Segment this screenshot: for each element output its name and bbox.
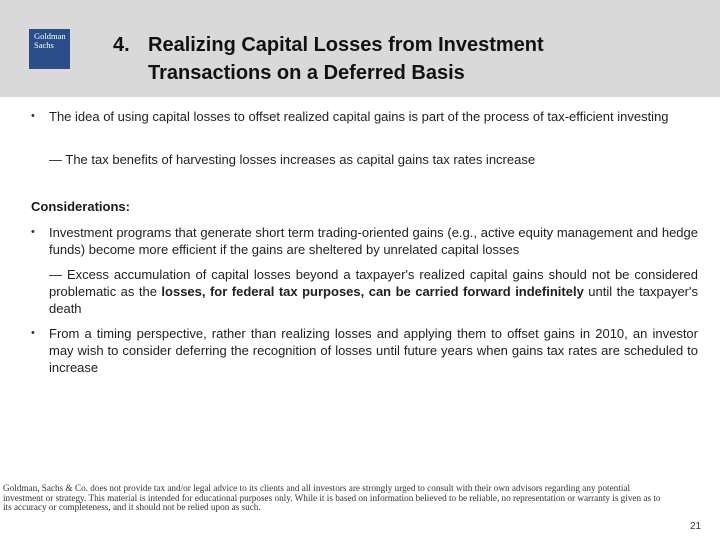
goldman-sachs-logo xyxy=(29,29,70,69)
title-number: 4. xyxy=(113,34,130,56)
slide-title xyxy=(113,31,673,87)
considerations-heading: Considerations: xyxy=(31,199,130,214)
consideration-2-text: From a timing perspective, rather than realizing losses and applying them to offset gains in 2010, an investor may wish to consider deferring the recognition of losses until future years when gains tax rates are scheduled to increase xyxy=(49,326,698,375)
bullet-icon: • xyxy=(31,226,35,238)
sub-point-text: — Excess accumulation of capital losses beyond a taxpayer's realized capital gains should not be considered problematic as the xyxy=(49,267,698,299)
footer-disclaimer: Goldman, Sachs & Co. does not provide tax and/or legal advice to its clients and all investors are strongly urged to consult with their own advisors regarding any potential investment or strategy. This material is intended for educational purposes only. While it is based on information believed to be reliable, no representation or warranty is given as to its accuracy or completeness, and it should not be relied upon as such. xyxy=(3,483,661,512)
page-number: 21 xyxy=(690,521,702,532)
title-line-1: Realizing Capital Losses from Investment xyxy=(148,34,544,56)
header-bar xyxy=(0,0,720,97)
intro-sub-point: — The tax benefits of harvesting losses increases as capital gains tax rates increase xyxy=(49,152,536,167)
consideration-1-text: Investment programs that generate short term trading-oriented gains (e.g., active equity management and hedge funds) become more efficient if the gains are sheltered by unrelated capital losses xyxy=(49,225,698,257)
title-line-2: Transactions on a Deferred Basis xyxy=(148,62,465,84)
sub-point-text-end: until the taxpayer's death xyxy=(49,284,698,316)
bullet-icon: • xyxy=(31,110,35,122)
logo-line-1: Goldman xyxy=(34,31,66,41)
sub-point-bold-text: losses, for federal tax purposes, can be carried forward indefinitely xyxy=(161,284,584,299)
bullet-icon: • xyxy=(31,327,35,339)
intro-bullet-text: The idea of using capital losses to offset realized capital gains is part of the process of tax-efficient investing xyxy=(49,109,669,124)
consideration-1-sub-point xyxy=(49,266,698,317)
logo-line-2: Sachs xyxy=(34,40,54,50)
